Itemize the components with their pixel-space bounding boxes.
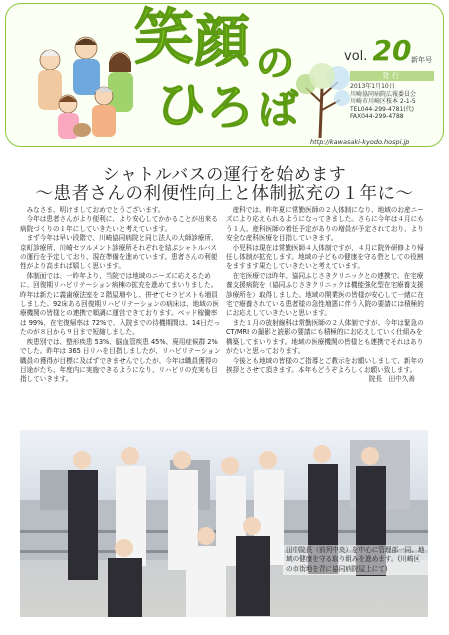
article-paragraph: また１月の放射線科は常勤医師の２人体制ですが、今年は緊急の CT/MRI の撮影と読影の要請にも積極的にお応えしていく仕組みを構築してまいります。地域の医療機関の皆様とも連携でそれはありがたいと思っております。 bbox=[226, 318, 424, 356]
article-paragraph: 在宅医療では昨年、協同ふじさきクリニックとの連携で、在宅療養支援病院を（協同ふじさきクリニックは機能強化型在宅療養支援診療所を）取得しました。地域の開業医の皆様が安心して一緒に在宅で療養されている患者様の急性増悪に伴う入院の要請には積極的にお応えしていきたいと思います。 bbox=[226, 271, 424, 318]
website-url: http://kawasaki-kyodo.hospi.jp bbox=[310, 138, 410, 146]
vol-number: 20 bbox=[372, 34, 412, 67]
volume-block bbox=[344, 34, 444, 67]
group-photo bbox=[20, 430, 428, 617]
vol-label: vol. bbox=[344, 49, 368, 64]
publication-info bbox=[350, 83, 444, 121]
article-paragraph: 小児科は現在は常勤医師４人体制ですが、４月に院外研修より帰任し体制が拡充します。地域の子どもの健康を守る砦としての役割をますます果たしていきたいと考えています。 bbox=[226, 243, 424, 271]
article-paragraph: 疾患別では、整形疾患 53%、脳血管疾患 45%、廃用症候群 2%でした。昨年は 365 日リハを目指しましたが、リハビリテーション職員の獲得が目標に及ばずできませんでしたが、今年は職員獲得の目途がたち、年度内に実施できるようになり、リハビリの充実も目指していきます。 bbox=[20, 337, 221, 384]
headline-sub: 〜患者さんの利便性向上と体制拡充の１年に〜 bbox=[35, 184, 414, 204]
title-char-2: 顔 bbox=[194, 9, 250, 75]
article-paragraph: まず今年は早い段階で、川崎協同病院と同じ法人の大師診療所、京町診療所、川崎セツルメント診療所それぞれを結ぶシャトルバスの運行を予定しており、現在準備を進めています。患者さんの利便性がより高まれば嬉しく思います。 bbox=[20, 234, 218, 271]
article-paragraph: 体制面では、一昨年より、当院では地域のニーズに応えるために、回復期リハビリテーション病棟の拡充を進めてまいりました。昨年は新たに義歯療法室を２階屋増やし、併せてセラピストも増員しました。92床ある回復期リハビリテーションの病床は、地域の医療機関の皆様との連携で順調に運営できております。ベッド稼働率は 99%、在宅復帰率は 72%で、入院までの待機期間は、14日だったのが８日から９日まで短縮しました。 bbox=[20, 271, 221, 337]
article-paragraph: 今後とも地域の皆様のご指導とご教示をお願いしまして、新年の挨拶とさせて頂きます。本年もどうぞよろしくお願い致します。 bbox=[226, 356, 424, 374]
tel: TEL044-299-4781(代) bbox=[350, 105, 414, 113]
article-paragraph: みなさま、明けましておめでとうございます。 bbox=[26, 206, 165, 214]
publish-label: 発行 bbox=[350, 71, 434, 81]
article-paragraph: 今年は患者さんがより便利に、より安心してかかることが出来る病院づくりの１年にしていきたいと考えています。 bbox=[20, 215, 218, 233]
fax: FAX044-299-4788 bbox=[350, 113, 404, 121]
photo-caption: 田中院長（前列中央）を中心に管理部一同、地域の健康を守る取り組みを進めます。(川崎区の市街地を背に協同病院屋上にて) bbox=[283, 545, 428, 575]
title-char-5: ろ bbox=[206, 80, 255, 136]
article-paragraph: 産科では、昨年夏に常勤医師の２人体制になり、地域のお産ニーズにより応えられるようになってきました。さらに今年は４月にもう１人、産科医師の着任予定がありの増員が予定されており、より安全な産科医療を目指していきます。 bbox=[226, 206, 424, 243]
article-right-column bbox=[226, 206, 429, 385]
tree-icon bbox=[292, 58, 352, 138]
issue-name: 新年号 bbox=[411, 56, 432, 64]
article-left-column bbox=[20, 206, 223, 385]
family-illustration-icon bbox=[28, 30, 140, 142]
issue-date: 2013年1月10日 bbox=[350, 83, 395, 90]
title-char-1: 笑 bbox=[134, 3, 194, 73]
title-char-4: ひ bbox=[156, 75, 206, 134]
masthead bbox=[5, 3, 444, 147]
title-char-6: ば bbox=[258, 86, 298, 133]
address: 川崎市川崎区桜本 2-1-5 bbox=[350, 98, 416, 106]
headline-main: シャトルバスの運行を始めます bbox=[102, 165, 347, 185]
publisher: 川崎協同病院広報委員会 bbox=[350, 90, 417, 98]
group-photo-illustration bbox=[20, 430, 428, 617]
signature: 院長 田中久善 bbox=[368, 375, 415, 384]
title-char-3: の bbox=[256, 40, 295, 85]
